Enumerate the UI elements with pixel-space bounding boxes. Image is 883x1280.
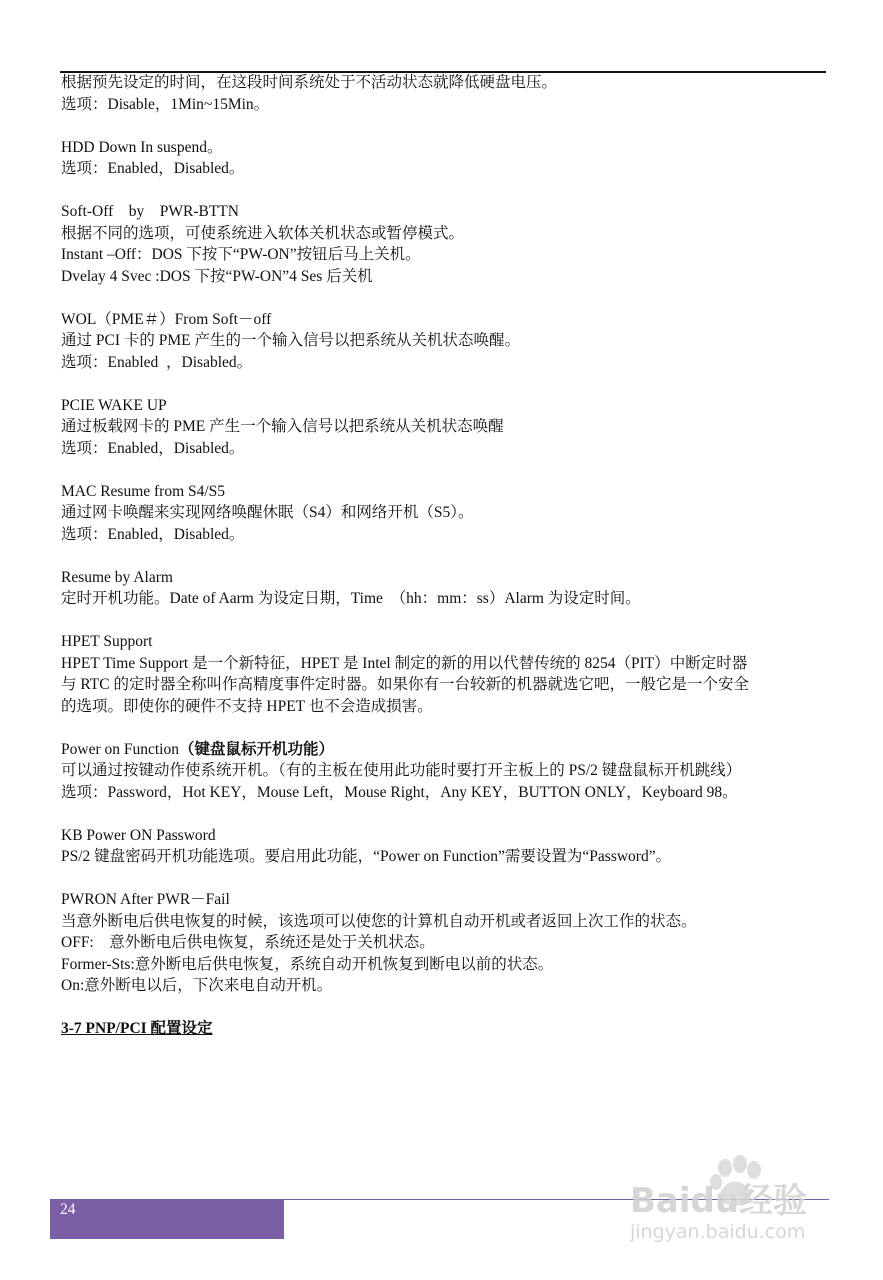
soft-off-title: Soft-Off by PWR-BTTN <box>61 203 239 220</box>
hdd-down-title: HDD Down In suspend。 <box>61 138 223 156</box>
hpet-desc-3: 的选项。即使你的硬件不支持 HPET 也不会造成损害。 <box>61 697 433 715</box>
hdd-down-options: 选项：Enabled，Disabled。 <box>61 160 245 177</box>
mac-resume-desc: 通过网卡唤醒来实现网络唤醒休眠（S4）和网络开机（S5）。 <box>61 504 474 521</box>
soft-off-instant: Instant –Off：DOS 下按下“PW-ON”按钮后马上关机。 <box>61 246 421 263</box>
soft-off-desc: 根据不同的选项，可使系统进入软体关机状态或暂停模式。 <box>61 224 465 242</box>
document-body <box>61 72 831 1040</box>
pwron-former: Former-Sts:意外断电后供电恢复，系统自动开机恢复到断电以前的状态。 <box>61 955 554 973</box>
power-on-function-desc: 可以通过按键动作使系统开机。（有的主板在使用此功能时要打开主板上的 PS/2 键盘鼠标开机跳线） <box>61 762 742 779</box>
wol-title: WOL（PME＃）From Soft－off <box>61 310 272 328</box>
pwron-off: OFF: 意外断电后供电恢复，系统还是处于关机状态。 <box>61 934 435 951</box>
pwron-title: PWRON After PWR－Fail <box>61 891 230 908</box>
hpet-desc-2: 与 RTC 的定时器全称叫作高精度事件定时器。如果你有一台较新的机器就选它吧，一般它是一个安全 <box>61 676 749 693</box>
watermark-url: jingyan.baidu.com <box>630 1221 806 1243</box>
power-on-function-title <box>61 739 831 761</box>
power-on-function-title-en: Power on Function <box>61 740 179 758</box>
intro-options: 选项：Disable，1Min~15Min。 <box>61 95 270 113</box>
mac-resume-title: MAC Resume from S4/S5 <box>61 482 226 500</box>
pcie-wake-options: 选项：Enabled，Disabled。 <box>61 439 245 457</box>
page-number: 24 <box>60 1201 76 1218</box>
watermark-text: Baidu经验 <box>630 1181 808 1221</box>
resume-alarm-title: Resume by Alarm <box>61 568 173 586</box>
power-on-function-title-cn: （键盘鼠标开机功能） <box>178 740 334 758</box>
pcie-wake-title: PCIE WAKE UP <box>61 396 167 414</box>
intro-line-1: 根据预先设定的时间，在这段时间系统处于不活动状态就降低硬盘电压。 <box>61 74 558 91</box>
soft-off-delay: Dvelay 4 Svec :DOS 下按“PW-ON”4 Ses 后关机 <box>61 267 373 285</box>
pwron-desc: 当意外断电后供电恢复的时候，该选项可以使您的计算机自动开机或者返回上次工作的状态。 <box>61 912 697 930</box>
hpet-desc-1: HPET Time Support 是一个新特征，HPET 是 Intel 制定的新的用以代替传统的 8254（PIT）中断定时器 <box>61 654 748 672</box>
hpet-title: HPET Support <box>61 633 153 650</box>
pwron-on: On:意外断电以后，下次来电自动开机。 <box>61 977 333 994</box>
power-on-function-options: 选项：Password，Hot KEY，Mouse Left，Mouse Right，Any KEY，BUTTON ONLY，Keyboard 98。 <box>61 783 738 801</box>
kb-power-desc: PS/2 键盘密码开机功能选项。要启用此功能，“Power on Function”需要设置为“Password”。 <box>61 848 672 865</box>
resume-alarm-desc: 定时开机功能。Date of Aarm 为设定日期，Time （hh：mm：ss）Alarm 为设定时间。 <box>61 590 641 607</box>
wol-desc: 通过 PCI 卡的 PME 产生的一个输入信号以把系统从关机状态唤醒。 <box>61 332 520 349</box>
pcie-wake-desc: 通过板载网卡的 PME 产生一个输入信号以把系统从关机状态唤醒 <box>61 418 504 435</box>
baidu-jingyan-watermark-logo <box>630 1150 830 1245</box>
wol-options: 选项：Enabled ，Disabled。 <box>61 353 253 371</box>
mac-resume-options: 选项：Enabled，Disabled。 <box>61 525 245 543</box>
footer-bar <box>50 1199 284 1239</box>
kb-power-title: KB Power ON Password <box>61 826 216 844</box>
section-heading: 3-7 PNP/PCI 配置设定 <box>61 1020 213 1037</box>
